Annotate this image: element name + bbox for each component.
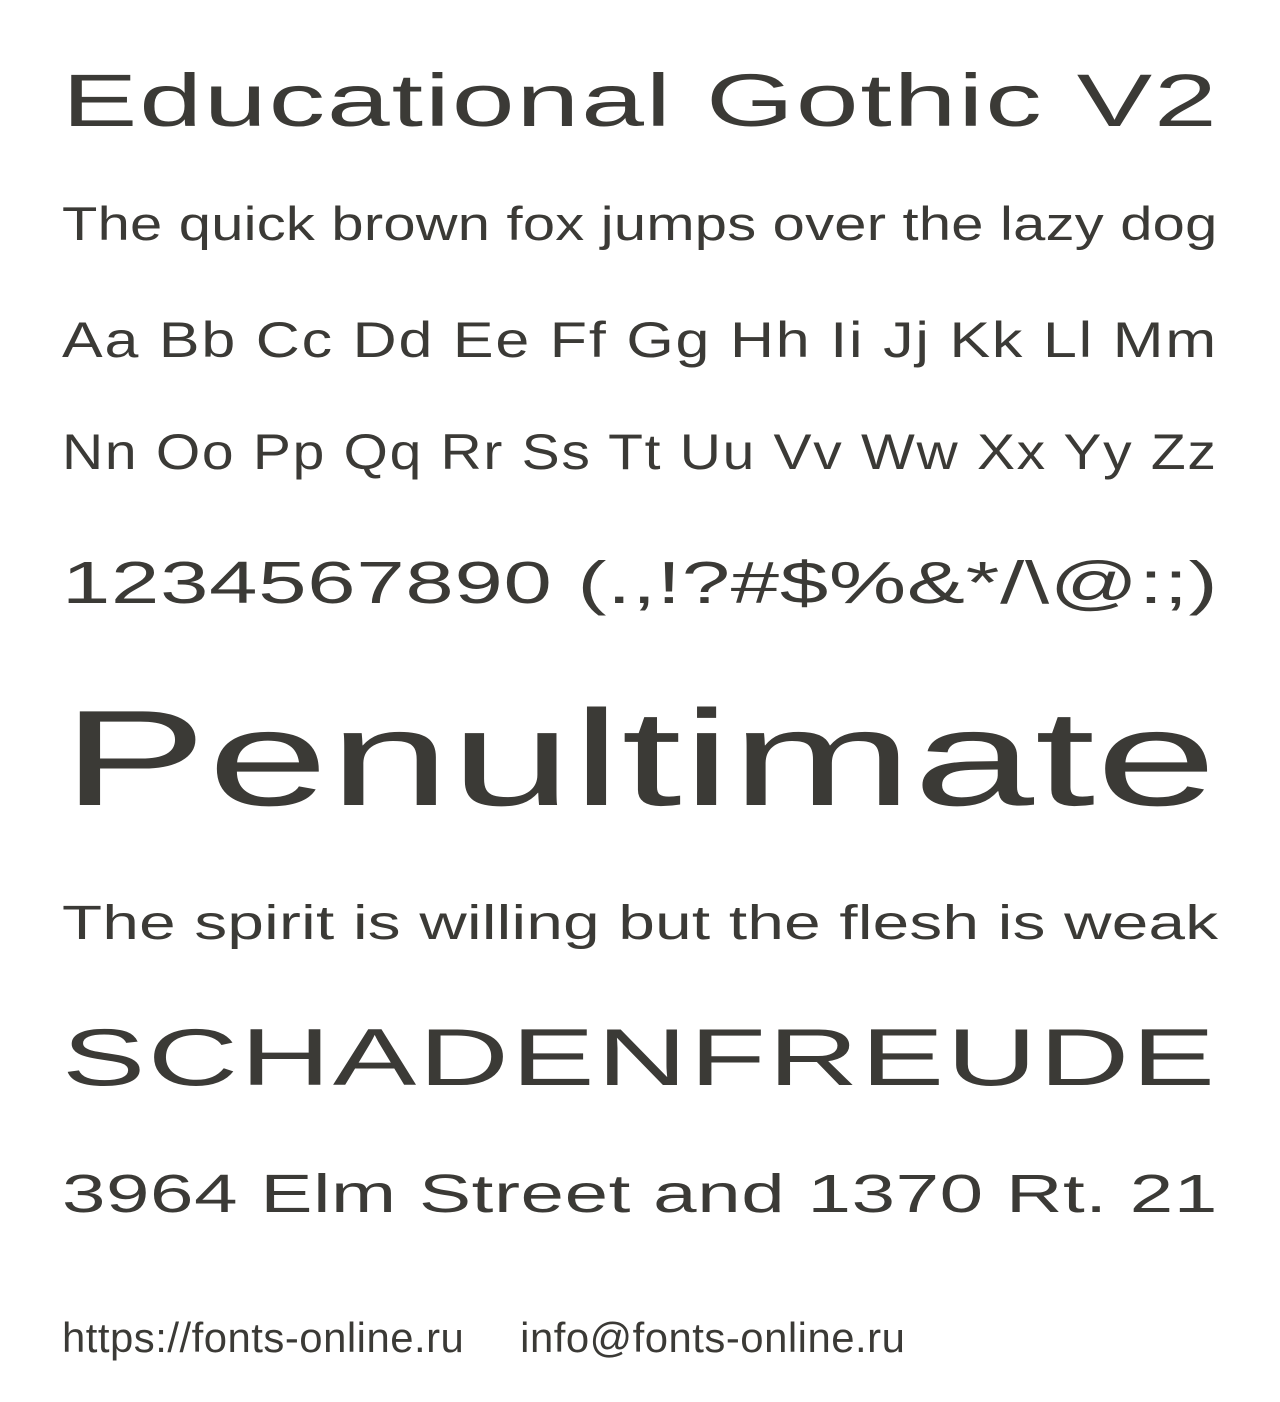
digits-and-symbols-sample: 1234567890 (.,!?#$%&*/\@:;)	[62, 550, 1219, 616]
contact-email-link[interactable]: info@fonts-online.ru	[520, 1314, 906, 1361]
font-name-heading: Educational Gothic V2	[62, 59, 1219, 142]
uppercase-word-sample: SCHADENFREUDE	[62, 1013, 1218, 1103]
footer	[62, 1312, 1218, 1364]
alphabet-sample-a-m: Aa Bb Cc Dd Ee Ff Gg Hh Ii Jj Kk Ll Mm	[62, 312, 1218, 368]
display-word-sample: Penultimate	[62, 682, 1218, 834]
alphabet-sample-n-z: Nn Oo Pp Qq Rr Ss Tt Uu Vv Ww Xx Yy Zz	[62, 424, 1218, 480]
address-sample: 3964 Elm Street and 1370 Rt. 21	[62, 1164, 1218, 1224]
sentence-sample: The spirit is willing but the flesh is weak	[62, 897, 1219, 950]
site-url-link[interactable]: https://fonts-online.ru	[62, 1314, 465, 1361]
pangram-sample: The quick brown fox jumps over the lazy dog	[62, 197, 1218, 250]
